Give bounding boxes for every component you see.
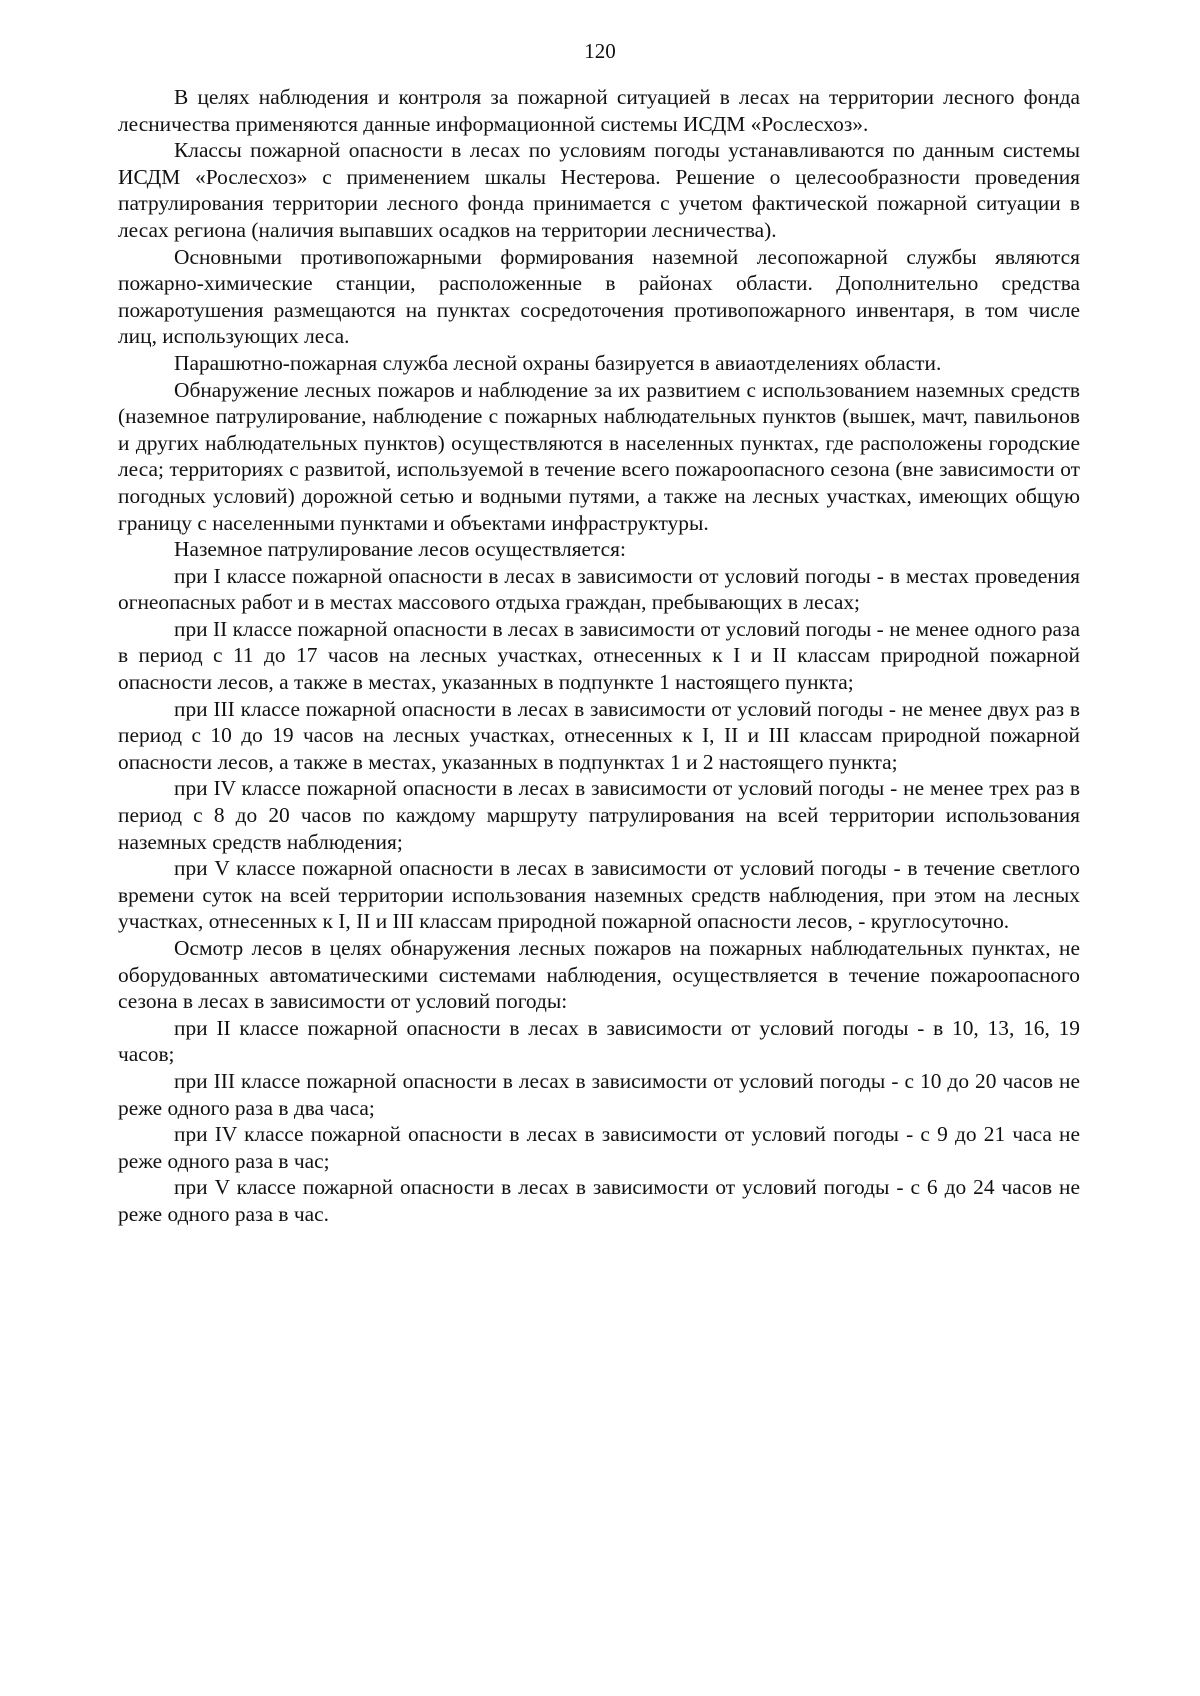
document-body xyxy=(118,84,1080,1228)
paragraph-observation-class-2: при II классе пожарной опасности в лесах в зависимости от условий погоды - в 10, 13, 16, 19 часов; xyxy=(118,1015,1080,1067)
paragraph-parachute-service: Парашютно-пожарная служба лесной охраны базируется в авиаотделениях области. xyxy=(174,350,942,375)
paragraph-fire-detection: Обнаружение лесных пожаров и наблюдение за их развитием с использованием наземных средств (наземное патрулирование, наблюдение с пожарных наблюдательных пунктов (вышек, мачт, павильонов и других наблюдательных пунктов) осуществляются в населенных пунктах, где расположены городские леса; территориях с развитой, используемой в течение всего пожароопасного сезона (вне зависимости от погодных условий) дорожной сетью и водными путями, а также на лесных участках, имеющих общую границу с населенными пунктами и объектами инфраструктуры. xyxy=(118,377,1080,535)
paragraph-patrol-class-1: при I классе пожарной опасности в лесах в зависимости от условий погоды - в местах проведения огнеопасных работ и в местах массового отдыха граждан, пребывающих в лесах; xyxy=(118,563,1080,615)
paragraph-observation-class-3: при III классе пожарной опасности в лесах в зависимости от условий погоды - с 10 до 20 часов не реже одного раза в два часа; xyxy=(118,1068,1080,1120)
paragraph-observation-class-4: при IV классе пожарной опасности в лесах в зависимости от условий погоды - с 9 до 21 часа не реже одного раза в час; xyxy=(118,1122,1080,1173)
paragraph-patrol-class-4: при IV классе пожарной опасности в лесах в зависимости от условий погоды - не менее трех раз в период с 8 до 20 часов по каждому маршруту патрулирования на всей территории использования наземных средств наблюдения; xyxy=(118,776,1080,854)
paragraph-observation-intro: Осмотр лесов в целях обнаружения лесных пожаров на пожарных наблюдательных пунктах, не оборудованных автоматическими системами наблюдения, осуществляется в течение пожароопасного сезона в лесах в зависимости от условий погоды: xyxy=(118,936,1080,1014)
paragraph-fire-danger-classes: Классы пожарной опасности в лесах по условиям погоды устанавливаются по данным системы ИСДМ «Рослесхоз» с применением шкалы Нестерова. Решение о целесообразности проведения патрулирования территории лесного фонда принимается с учетом фактической пожарной ситуации в лесах региона (наличия выпавших осадков на территории лесничества). xyxy=(118,138,1080,242)
paragraph-monitoring-system: В целях наблюдения и контроля за пожарной ситуацией в лесах на территории лесного фонда лесничества применяются данные информационной системы ИСДМ «Рослесхоз». xyxy=(118,85,1080,136)
paragraph-observation-class-5: при V классе пожарной опасности в лесах в зависимости от условий погоды - с 6 до 24 часов не реже одного раза в час. xyxy=(118,1175,1080,1226)
paragraph-patrol-class-5: при V классе пожарной опасности в лесах в зависимости от условий погоды - в течение светлого времени суток на всей территории использования наземных средств наблюдения, при этом на лесных участках, отнесенных к I, II и III классам природной пожарной опасности лесов, - круглосуточно. xyxy=(118,856,1080,934)
page-number: 120 xyxy=(584,39,616,63)
paragraph-patrol-intro: Наземное патрулирование лесов осуществляется: xyxy=(174,537,626,562)
paragraph-patrol-class-2: при II классе пожарной опасности в лесах в зависимости от условий погоды - не менее одного раза в период с 11 до 17 часов на лесных участках, отнесенных к I и II классам природной пожарной опасности лесов, а также в местах, указанных в подпункте 1 настоящего пункта; xyxy=(118,616,1080,695)
paragraph-ground-fire-service: Основными противопожарными формирования наземной лесопожарной службы являются пожарно-химические станции, расположенные в районах области. Дополнительно средства пожаротушения размещаются на пунктах сосредоточения противопожарного инвентаря, в том числе лиц, использующих леса. xyxy=(118,244,1080,349)
paragraph-patrol-class-3: при III классе пожарной опасности в лесах в зависимости от условий погоды - не менее двух раз в период с 10 до 19 часов на лесных участках, отнесенных к I, II и III классам природной пожарной опасности лесов, а также в местах, указанных в подпунктах 1 и 2 настоящего пункта; xyxy=(118,696,1080,774)
